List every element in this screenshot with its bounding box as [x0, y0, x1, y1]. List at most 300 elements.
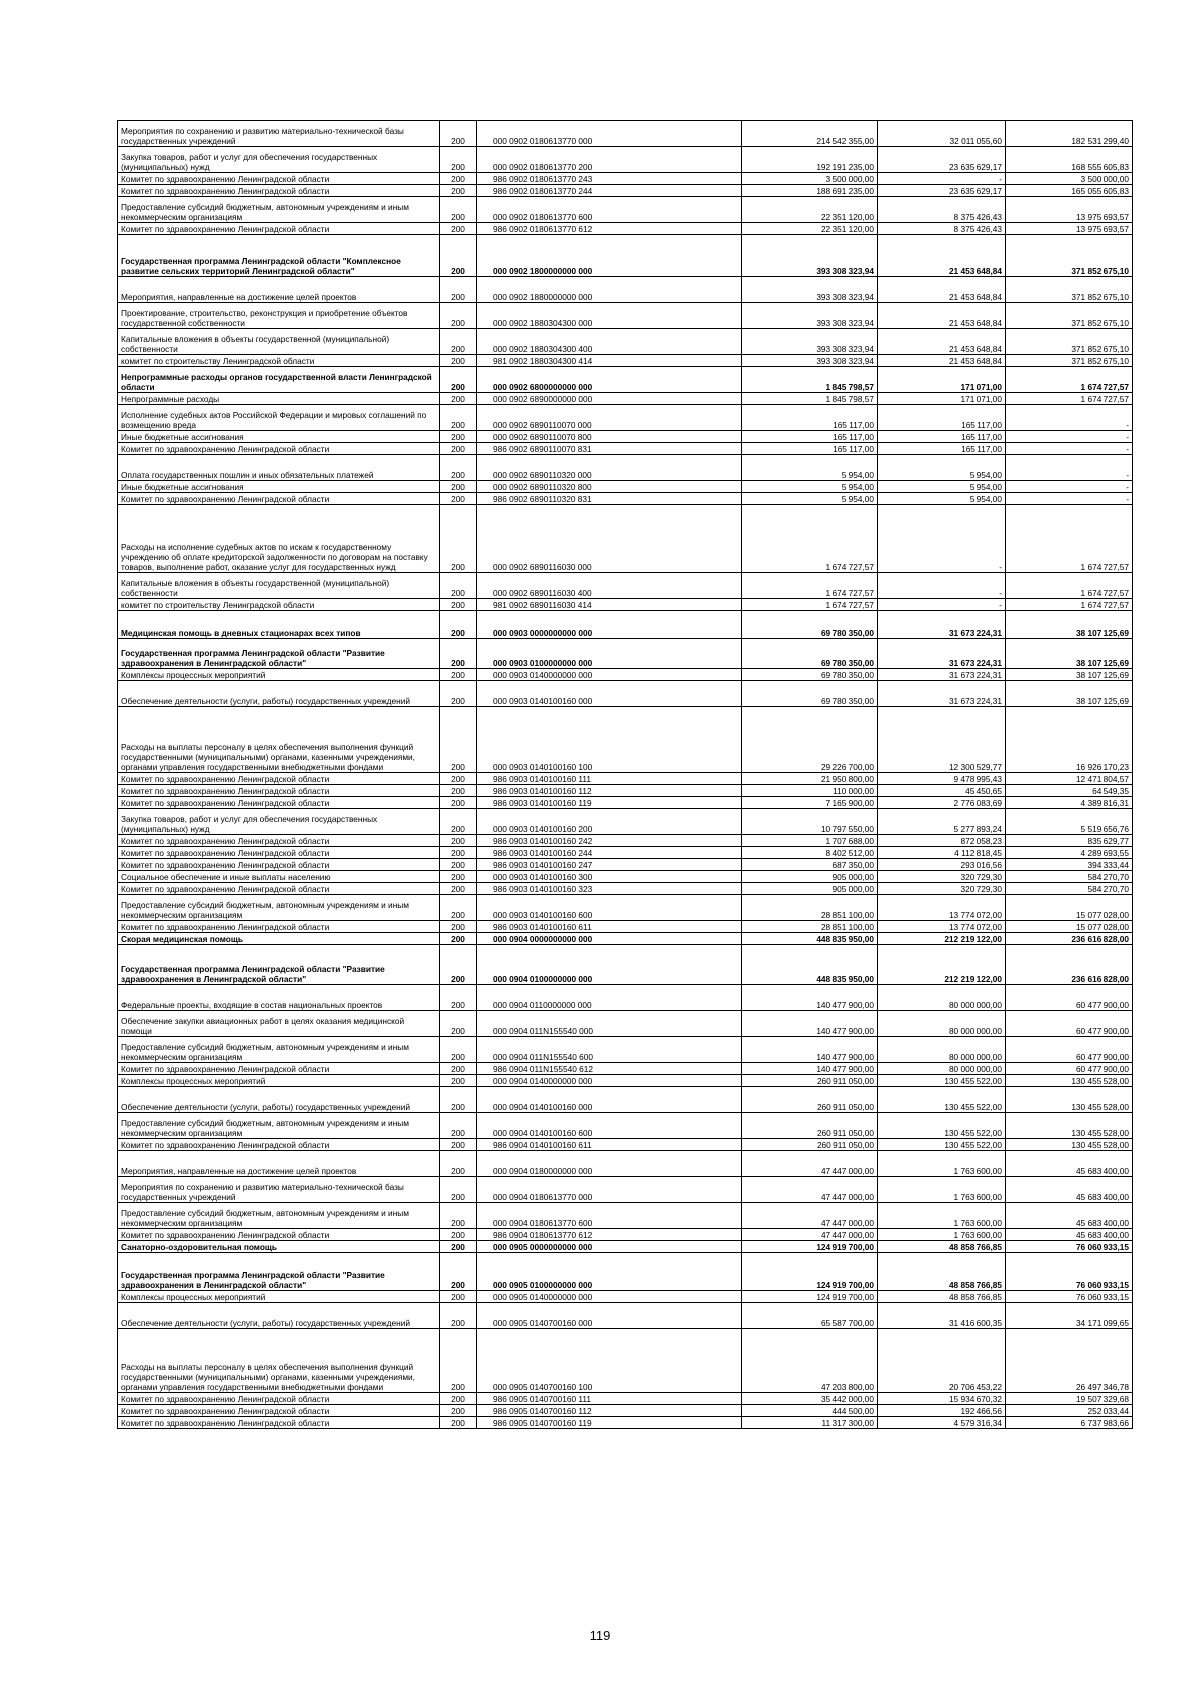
row-executed-cell: - — [878, 573, 1006, 599]
row-remaining-cell: 45 683 400,00 — [1006, 1177, 1133, 1203]
row-approved-cell: 165 117,00 — [742, 405, 878, 431]
row-name-cell: Закупка товаров, работ и услуг для обеспечения государственных (муниципальных) нужд — [118, 147, 440, 173]
row-executed-cell: 1 763 600,00 — [878, 1229, 1006, 1241]
row-approved-cell: 687 350,00 — [742, 859, 878, 871]
row-approved-cell: 140 477 900,00 — [742, 985, 878, 1011]
row-code-cell: 200 — [440, 1329, 477, 1393]
table-row — [118, 871, 1133, 883]
row-classification-cell: 000 0904 0180000000 000 — [477, 1151, 742, 1177]
row-classification-cell: 986 0904 0140100160 611 — [477, 1139, 742, 1151]
row-executed-cell: - — [878, 505, 1006, 573]
row-classification-cell: 986 0902 0180613770 244 — [477, 185, 742, 197]
row-executed-cell: 21 453 648,84 — [878, 235, 1006, 277]
table-row — [118, 1075, 1133, 1087]
row-code-cell: 200 — [440, 1393, 477, 1405]
row-executed-cell: 171 071,00 — [878, 367, 1006, 393]
table-row — [118, 797, 1133, 809]
row-executed-cell: 1 763 600,00 — [878, 1177, 1006, 1203]
row-remaining-cell: 76 060 933,15 — [1006, 1291, 1133, 1303]
row-name-cell: Расходы на выплаты персоналу в целях обеспечения выполнения функций государственными (муниципальными) органами, казенными учреждениями, органами управления государственными внебюджетными фондами — [118, 707, 440, 773]
row-classification-cell: 986 0903 0140100160 111 — [477, 773, 742, 785]
row-remaining-cell: 130 455 528,00 — [1006, 1087, 1133, 1113]
row-approved-cell: 69 780 350,00 — [742, 639, 878, 669]
row-classification-cell: 000 0903 0000000000 000 — [477, 611, 742, 639]
table-row — [118, 223, 1133, 235]
row-remaining-cell: - — [1006, 455, 1133, 481]
row-executed-cell: 872 058,23 — [878, 835, 1006, 847]
row-classification-cell: 000 0903 0140100160 300 — [477, 871, 742, 883]
row-classification-cell: 986 0905 0140700160 119 — [477, 1417, 742, 1429]
row-classification-cell: 000 0905 0140000000 000 — [477, 1291, 742, 1303]
row-classification-cell: 000 0902 6890116030 400 — [477, 573, 742, 599]
row-approved-cell: 448 835 950,00 — [742, 945, 878, 985]
row-name-cell: Государственная программа Ленинградской области "Комплексное развитие сельских территорий Ленинградской области" — [118, 235, 440, 277]
table-row — [118, 1087, 1133, 1113]
table-row — [118, 303, 1133, 329]
row-code-cell: 200 — [440, 235, 477, 277]
table-row — [118, 933, 1133, 945]
row-classification-cell: 000 0903 0140100160 100 — [477, 707, 742, 773]
row-approved-cell: 22 351 120,00 — [742, 197, 878, 223]
row-classification-cell: 000 0902 6890000000 000 — [477, 393, 742, 405]
row-name-cell: Социальное обеспечение и иные выплаты населению — [118, 871, 440, 883]
row-classification-cell: 981 0902 6890116030 414 — [477, 599, 742, 611]
row-remaining-cell: 1 674 727,57 — [1006, 393, 1133, 405]
table-row — [118, 405, 1133, 431]
table-row — [118, 1241, 1133, 1253]
row-approved-cell: 47 447 000,00 — [742, 1203, 878, 1229]
row-executed-cell: 130 455 522,00 — [878, 1139, 1006, 1151]
row-approved-cell: 1 845 798,57 — [742, 393, 878, 405]
row-classification-cell: 000 0904 011N155540 600 — [477, 1037, 742, 1063]
row-remaining-cell: 236 616 828,00 — [1006, 933, 1133, 945]
row-executed-cell: 13 774 072,00 — [878, 921, 1006, 933]
row-remaining-cell: 1 674 727,57 — [1006, 573, 1133, 599]
row-approved-cell: 165 117,00 — [742, 443, 878, 455]
row-code-cell: 200 — [440, 933, 477, 945]
row-code-cell: 200 — [440, 1177, 477, 1203]
row-executed-cell: 212 219 122,00 — [878, 945, 1006, 985]
row-approved-cell: 47 447 000,00 — [742, 1229, 878, 1241]
row-name-cell: Комитет по здравоохранению Ленинградской области — [118, 847, 440, 859]
row-remaining-cell: - — [1006, 443, 1133, 455]
row-executed-cell: 31 673 224,31 — [878, 639, 1006, 669]
row-name-cell: Закупка товаров, работ и услуг для обеспечения государственных (муниципальных) нужд — [118, 809, 440, 835]
row-classification-cell: 986 0903 0140100160 242 — [477, 835, 742, 847]
row-remaining-cell: 236 616 828,00 — [1006, 945, 1133, 985]
row-remaining-cell: 60 477 900,00 — [1006, 1037, 1133, 1063]
row-name-cell: Медицинская помощь в дневных стационарах всех типов — [118, 611, 440, 639]
row-name-cell: Скорая медицинская помощь — [118, 933, 440, 945]
row-code-cell: 200 — [440, 1241, 477, 1253]
row-approved-cell: 69 780 350,00 — [742, 669, 878, 681]
row-classification-cell: 986 0903 0140100160 244 — [477, 847, 742, 859]
row-executed-cell: 8 375 426,43 — [878, 223, 1006, 235]
row-approved-cell: 140 477 900,00 — [742, 1063, 878, 1075]
row-approved-cell: 393 308 323,94 — [742, 235, 878, 277]
row-remaining-cell: 252 033,44 — [1006, 1405, 1133, 1417]
row-classification-cell: 000 0902 6890110070 800 — [477, 431, 742, 443]
row-code-cell: 200 — [440, 1417, 477, 1429]
table-row — [118, 455, 1133, 481]
table-row — [118, 921, 1133, 933]
row-remaining-cell: 6 737 983,66 — [1006, 1417, 1133, 1429]
table-row — [118, 1011, 1133, 1037]
table-row — [118, 669, 1133, 681]
row-classification-cell: 000 0904 0100000000 000 — [477, 945, 742, 985]
row-remaining-cell: 60 477 900,00 — [1006, 1063, 1133, 1075]
row-executed-cell: 130 455 522,00 — [878, 1113, 1006, 1139]
table-row — [118, 945, 1133, 985]
budget-table — [117, 120, 1133, 1429]
row-code-cell: 200 — [440, 985, 477, 1011]
row-code-cell: 200 — [440, 121, 477, 147]
row-executed-cell: 21 453 648,84 — [878, 329, 1006, 355]
row-approved-cell: 3 500 000,00 — [742, 173, 878, 185]
row-executed-cell: 165 117,00 — [878, 405, 1006, 431]
row-code-cell: 200 — [440, 1113, 477, 1139]
row-executed-cell: 320 729,30 — [878, 871, 1006, 883]
row-remaining-cell: 3 500 000,00 — [1006, 173, 1133, 185]
row-name-cell: Комитет по здравоохранению Ленинградской области — [118, 223, 440, 235]
row-code-cell: 200 — [440, 599, 477, 611]
row-name-cell: Комитет по здравоохранению Ленинградской области — [118, 921, 440, 933]
row-executed-cell: 5 277 893,24 — [878, 809, 1006, 835]
row-name-cell: Предоставление субсидий бюджетным, автономным учреждениям и иным некоммерческим организациям — [118, 197, 440, 223]
row-remaining-cell: 76 060 933,15 — [1006, 1241, 1133, 1253]
table-row — [118, 611, 1133, 639]
row-classification-cell: 000 0905 0000000000 000 — [477, 1241, 742, 1253]
row-remaining-cell: 16 926 170,23 — [1006, 707, 1133, 773]
table-row — [118, 639, 1133, 669]
table-row — [118, 1291, 1133, 1303]
row-remaining-cell: 15 077 028,00 — [1006, 921, 1133, 933]
row-code-cell: 200 — [440, 573, 477, 599]
page-number: 119 — [589, 1628, 611, 1643]
row-executed-cell: 80 000 000,00 — [878, 1063, 1006, 1075]
row-name-cell: Предоставление субсидий бюджетным, автономным учреждениям и иным некоммерческим организациям — [118, 1037, 440, 1063]
table-row — [118, 883, 1133, 895]
row-approved-cell: 47 203 800,00 — [742, 1329, 878, 1393]
row-code-cell: 200 — [440, 895, 477, 921]
row-classification-cell: 986 0902 6890110070 831 — [477, 443, 742, 455]
table-row — [118, 493, 1133, 505]
row-code-cell: 200 — [440, 1229, 477, 1241]
row-executed-cell: 1 763 600,00 — [878, 1151, 1006, 1177]
row-name-cell: Комитет по здравоохранению Ленинградской области — [118, 185, 440, 197]
table-row — [118, 121, 1133, 147]
row-remaining-cell: 584 270,70 — [1006, 871, 1133, 883]
row-classification-cell: 986 0903 0140100160 247 — [477, 859, 742, 871]
row-name-cell: Комитет по здравоохранению Ленинградской области — [118, 1229, 440, 1241]
table-row — [118, 355, 1133, 367]
row-executed-cell: 5 954,00 — [878, 481, 1006, 493]
table-row — [118, 147, 1133, 173]
row-remaining-cell: 835 629,77 — [1006, 835, 1133, 847]
row-name-cell: Комитет по здравоохранению Ленинградской области — [118, 883, 440, 895]
row-classification-cell: 000 0904 0180613770 000 — [477, 1177, 742, 1203]
row-code-cell: 200 — [440, 329, 477, 355]
row-approved-cell: 260 911 050,00 — [742, 1087, 878, 1113]
row-classification-cell: 986 0903 0140100160 323 — [477, 883, 742, 895]
row-approved-cell: 124 919 700,00 — [742, 1291, 878, 1303]
row-executed-cell: 45 450,65 — [878, 785, 1006, 797]
row-code-cell: 200 — [440, 883, 477, 895]
row-executed-cell: 23 635 629,17 — [878, 185, 1006, 197]
table-row — [118, 1139, 1133, 1151]
row-remaining-cell: 1 674 727,57 — [1006, 505, 1133, 573]
row-remaining-cell: 45 683 400,00 — [1006, 1229, 1133, 1241]
row-executed-cell: 48 858 766,85 — [878, 1253, 1006, 1291]
row-classification-cell: 986 0905 0140700160 111 — [477, 1393, 742, 1405]
table-row — [118, 185, 1133, 197]
row-remaining-cell: 371 852 675,10 — [1006, 277, 1133, 303]
row-name-cell: Комплексы процессных мероприятий — [118, 669, 440, 681]
row-classification-cell: 000 0904 011N155540 000 — [477, 1011, 742, 1037]
table-row — [118, 1329, 1133, 1393]
row-classification-cell: 000 0902 6890116030 000 — [477, 505, 742, 573]
row-name-cell: Предоставление субсидий бюджетным, автономным учреждениям и иным некоммерческим организациям — [118, 1113, 440, 1139]
row-approved-cell: 188 691 235,00 — [742, 185, 878, 197]
row-remaining-cell: 371 852 675,10 — [1006, 329, 1133, 355]
row-classification-cell: 000 0904 0110000000 000 — [477, 985, 742, 1011]
row-remaining-cell: 371 852 675,10 — [1006, 355, 1133, 367]
row-remaining-cell: 1 674 727,57 — [1006, 599, 1133, 611]
row-name-cell: Проектирование, строительство, реконструкция и приобретение объектов государственной собственности — [118, 303, 440, 329]
row-code-cell: 200 — [440, 455, 477, 481]
row-name-cell: Федеральные проекты, входящие в состав национальных проектов — [118, 985, 440, 1011]
row-name-cell: Предоставление субсидий бюджетным, автономным учреждениям и иным некоммерческим организациям — [118, 895, 440, 921]
row-remaining-cell: 45 683 400,00 — [1006, 1203, 1133, 1229]
row-executed-cell: 15 934 670,32 — [878, 1393, 1006, 1405]
row-name-cell: Государственная программа Ленинградской области "Развитие здравоохранения в Ленинградской области" — [118, 639, 440, 669]
row-approved-cell: 260 911 050,00 — [742, 1139, 878, 1151]
row-code-cell: 200 — [440, 185, 477, 197]
row-classification-cell: 000 0902 6890110320 000 — [477, 455, 742, 481]
row-executed-cell: 23 635 629,17 — [878, 147, 1006, 173]
row-remaining-cell: 130 455 528,00 — [1006, 1139, 1133, 1151]
row-code-cell: 200 — [440, 1139, 477, 1151]
table-row — [118, 173, 1133, 185]
row-name-cell: Расходы на выплаты персоналу в целях обеспечения выполнения функций государственными (муниципальными) органами, казенными учреждениями, органами управления государственными внебюджетными фондами — [118, 1329, 440, 1393]
row-remaining-cell: 13 975 693,57 — [1006, 197, 1133, 223]
row-name-cell: Непрограммные расходы — [118, 393, 440, 405]
row-executed-cell: 31 673 224,31 — [878, 681, 1006, 707]
row-approved-cell: 11 317 300,00 — [742, 1417, 878, 1429]
row-approved-cell: 393 308 323,94 — [742, 277, 878, 303]
row-code-cell: 200 — [440, 611, 477, 639]
budget-table-body — [118, 121, 1133, 1429]
row-name-cell: Иные бюджетные ассигнования — [118, 481, 440, 493]
row-executed-cell: 293 016,56 — [878, 859, 1006, 871]
row-classification-cell: 000 0902 6890110320 800 — [477, 481, 742, 493]
row-classification-cell: 000 0902 1880000000 000 — [477, 277, 742, 303]
row-approved-cell: 905 000,00 — [742, 871, 878, 883]
table-row — [118, 1203, 1133, 1229]
row-executed-cell: 32 011 055,60 — [878, 121, 1006, 147]
row-classification-cell: 000 0903 0140100160 600 — [477, 895, 742, 921]
row-code-cell: 200 — [440, 1303, 477, 1329]
table-row — [118, 809, 1133, 835]
table-row — [118, 599, 1133, 611]
table-row — [118, 505, 1133, 573]
row-approved-cell: 1 674 727,57 — [742, 505, 878, 573]
row-name-cell: комитет по строительству Ленинградской области — [118, 355, 440, 367]
row-code-cell: 200 — [440, 303, 477, 329]
row-remaining-cell: 60 477 900,00 — [1006, 985, 1133, 1011]
row-approved-cell: 110 000,00 — [742, 785, 878, 797]
row-code-cell: 200 — [440, 1087, 477, 1113]
table-row — [118, 1151, 1133, 1177]
row-executed-cell: 21 453 648,84 — [878, 303, 1006, 329]
row-name-cell: Комплексы процессных мероприятий — [118, 1075, 440, 1087]
row-name-cell: Комитет по здравоохранению Ленинградской области — [118, 173, 440, 185]
row-remaining-cell: 394 333,44 — [1006, 859, 1133, 871]
table-row — [118, 707, 1133, 773]
row-remaining-cell: 165 055 605,83 — [1006, 185, 1133, 197]
row-approved-cell: 5 954,00 — [742, 481, 878, 493]
row-code-cell: 200 — [440, 1253, 477, 1291]
row-executed-cell: 21 453 648,84 — [878, 355, 1006, 367]
row-name-cell: Комитет по здравоохранению Ленинградской области — [118, 1405, 440, 1417]
row-classification-cell: 986 0904 011N155540 612 — [477, 1063, 742, 1075]
row-executed-cell: 5 954,00 — [878, 493, 1006, 505]
row-approved-cell: 165 117,00 — [742, 431, 878, 443]
row-executed-cell: 2 776 083,69 — [878, 797, 1006, 809]
row-executed-cell: - — [878, 599, 1006, 611]
row-remaining-cell: 38 107 125,69 — [1006, 681, 1133, 707]
row-classification-cell: 000 0902 6890110070 000 — [477, 405, 742, 431]
row-approved-cell: 1 674 727,57 — [742, 599, 878, 611]
row-classification-cell: 000 0902 1880304300 000 — [477, 303, 742, 329]
row-executed-cell: 165 117,00 — [878, 431, 1006, 443]
row-classification-cell: 986 0902 6890110320 831 — [477, 493, 742, 505]
row-approved-cell: 5 954,00 — [742, 493, 878, 505]
row-code-cell: 200 — [440, 871, 477, 883]
row-classification-cell: 000 0904 0140000000 000 — [477, 1075, 742, 1087]
row-approved-cell: 21 950 800,00 — [742, 773, 878, 785]
row-approved-cell: 35 442 000,00 — [742, 1393, 878, 1405]
row-classification-cell: 000 0904 0180613770 600 — [477, 1203, 742, 1229]
row-code-cell: 200 — [440, 797, 477, 809]
row-approved-cell: 1 845 798,57 — [742, 367, 878, 393]
row-approved-cell: 140 477 900,00 — [742, 1011, 878, 1037]
table-row — [118, 859, 1133, 871]
row-classification-cell: 986 0902 0180613770 243 — [477, 173, 742, 185]
row-code-cell: 200 — [440, 1405, 477, 1417]
table-row — [118, 785, 1133, 797]
row-code-cell: 200 — [440, 355, 477, 367]
row-approved-cell: 214 542 355,00 — [742, 121, 878, 147]
row-name-cell: комитет по строительству Ленинградской области — [118, 599, 440, 611]
table-row — [118, 1253, 1133, 1291]
row-approved-cell: 22 351 120,00 — [742, 223, 878, 235]
row-approved-cell: 905 000,00 — [742, 883, 878, 895]
table-row — [118, 1405, 1133, 1417]
table-row — [118, 235, 1133, 277]
row-code-cell: 200 — [440, 1063, 477, 1075]
row-remaining-cell: 1 674 727,57 — [1006, 367, 1133, 393]
row-classification-cell: 000 0903 0140000000 000 — [477, 669, 742, 681]
row-classification-cell: 986 0905 0140700160 112 — [477, 1405, 742, 1417]
row-remaining-cell: 76 060 933,15 — [1006, 1253, 1133, 1291]
row-classification-cell: 000 0905 0140700160 000 — [477, 1303, 742, 1329]
row-code-cell: 200 — [440, 639, 477, 669]
row-classification-cell: 000 0904 0000000000 000 — [477, 933, 742, 945]
row-code-cell: 200 — [440, 681, 477, 707]
budget-sheet — [117, 120, 1132, 1429]
row-executed-cell: 171 071,00 — [878, 393, 1006, 405]
row-code-cell: 200 — [440, 443, 477, 455]
row-executed-cell: 13 774 072,00 — [878, 895, 1006, 921]
row-approved-cell: 5 954,00 — [742, 455, 878, 481]
row-code-cell: 200 — [440, 669, 477, 681]
row-code-cell: 200 — [440, 707, 477, 773]
row-executed-cell: 21 453 648,84 — [878, 277, 1006, 303]
row-approved-cell: 28 851 100,00 — [742, 895, 878, 921]
row-executed-cell: 31 673 224,31 — [878, 611, 1006, 639]
row-approved-cell: 393 308 323,94 — [742, 303, 878, 329]
row-executed-cell: 4 579 316,34 — [878, 1417, 1006, 1429]
row-remaining-cell: 19 507 329,68 — [1006, 1393, 1133, 1405]
row-remaining-cell: 5 519 656,76 — [1006, 809, 1133, 835]
row-approved-cell: 393 308 323,94 — [742, 355, 878, 367]
row-remaining-cell: - — [1006, 431, 1133, 443]
row-name-cell: Комитет по здравоохранению Ленинградской области — [118, 859, 440, 871]
row-classification-cell: 000 0905 0100000000 000 — [477, 1253, 742, 1291]
row-approved-cell: 124 919 700,00 — [742, 1253, 878, 1291]
row-code-cell: 200 — [440, 393, 477, 405]
row-approved-cell: 29 226 700,00 — [742, 707, 878, 773]
row-remaining-cell: 34 171 099,65 — [1006, 1303, 1133, 1329]
row-code-cell: 200 — [440, 277, 477, 303]
row-remaining-cell: 584 270,70 — [1006, 883, 1133, 895]
table-row — [118, 197, 1133, 223]
row-executed-cell: 31 673 224,31 — [878, 669, 1006, 681]
row-classification-cell: 000 0902 1880304300 400 — [477, 329, 742, 355]
row-remaining-cell: 15 077 028,00 — [1006, 895, 1133, 921]
row-code-cell: 200 — [440, 809, 477, 835]
row-approved-cell: 1 707 688,00 — [742, 835, 878, 847]
row-executed-cell: 5 954,00 — [878, 455, 1006, 481]
row-code-cell: 200 — [440, 945, 477, 985]
row-code-cell: 200 — [440, 493, 477, 505]
row-classification-cell: 986 0903 0140100160 112 — [477, 785, 742, 797]
row-classification-cell: 000 0904 0140100160 600 — [477, 1113, 742, 1139]
row-name-cell: Обеспечение деятельности (услуги, работы) государственных учреждений — [118, 681, 440, 707]
row-remaining-cell: 371 852 675,10 — [1006, 303, 1133, 329]
row-name-cell: Исполнение судебных актов Российской Федерации и мировых соглашений по возмещению вреда — [118, 405, 440, 431]
row-approved-cell: 448 835 950,00 — [742, 933, 878, 945]
row-remaining-cell: 371 852 675,10 — [1006, 235, 1133, 277]
row-executed-cell: 130 455 522,00 — [878, 1075, 1006, 1087]
row-remaining-cell: 4 289 693,55 — [1006, 847, 1133, 859]
row-code-cell: 200 — [440, 1037, 477, 1063]
row-name-cell: Комплексы процессных мероприятий — [118, 1291, 440, 1303]
row-name-cell: Капитальные вложения в объекты государственной (муниципальной) собственности — [118, 329, 440, 355]
row-name-cell: Мероприятия по сохранению и развитию материально-технической базы государственных учреждений — [118, 121, 440, 147]
row-approved-cell: 192 191 235,00 — [742, 147, 878, 173]
row-name-cell: Комитет по здравоохранению Ленинградской области — [118, 1417, 440, 1429]
row-classification-cell: 986 0902 0180613770 612 — [477, 223, 742, 235]
row-remaining-cell: 182 531 299,40 — [1006, 121, 1133, 147]
row-remaining-cell: 130 455 528,00 — [1006, 1113, 1133, 1139]
row-name-cell: Предоставление субсидий бюджетным, автономным учреждениям и иным некоммерческим организациям — [118, 1203, 440, 1229]
row-remaining-cell: 38 107 125,69 — [1006, 669, 1133, 681]
row-remaining-cell: 13 975 693,57 — [1006, 223, 1133, 235]
row-approved-cell: 393 308 323,94 — [742, 329, 878, 355]
table-row — [118, 329, 1133, 355]
